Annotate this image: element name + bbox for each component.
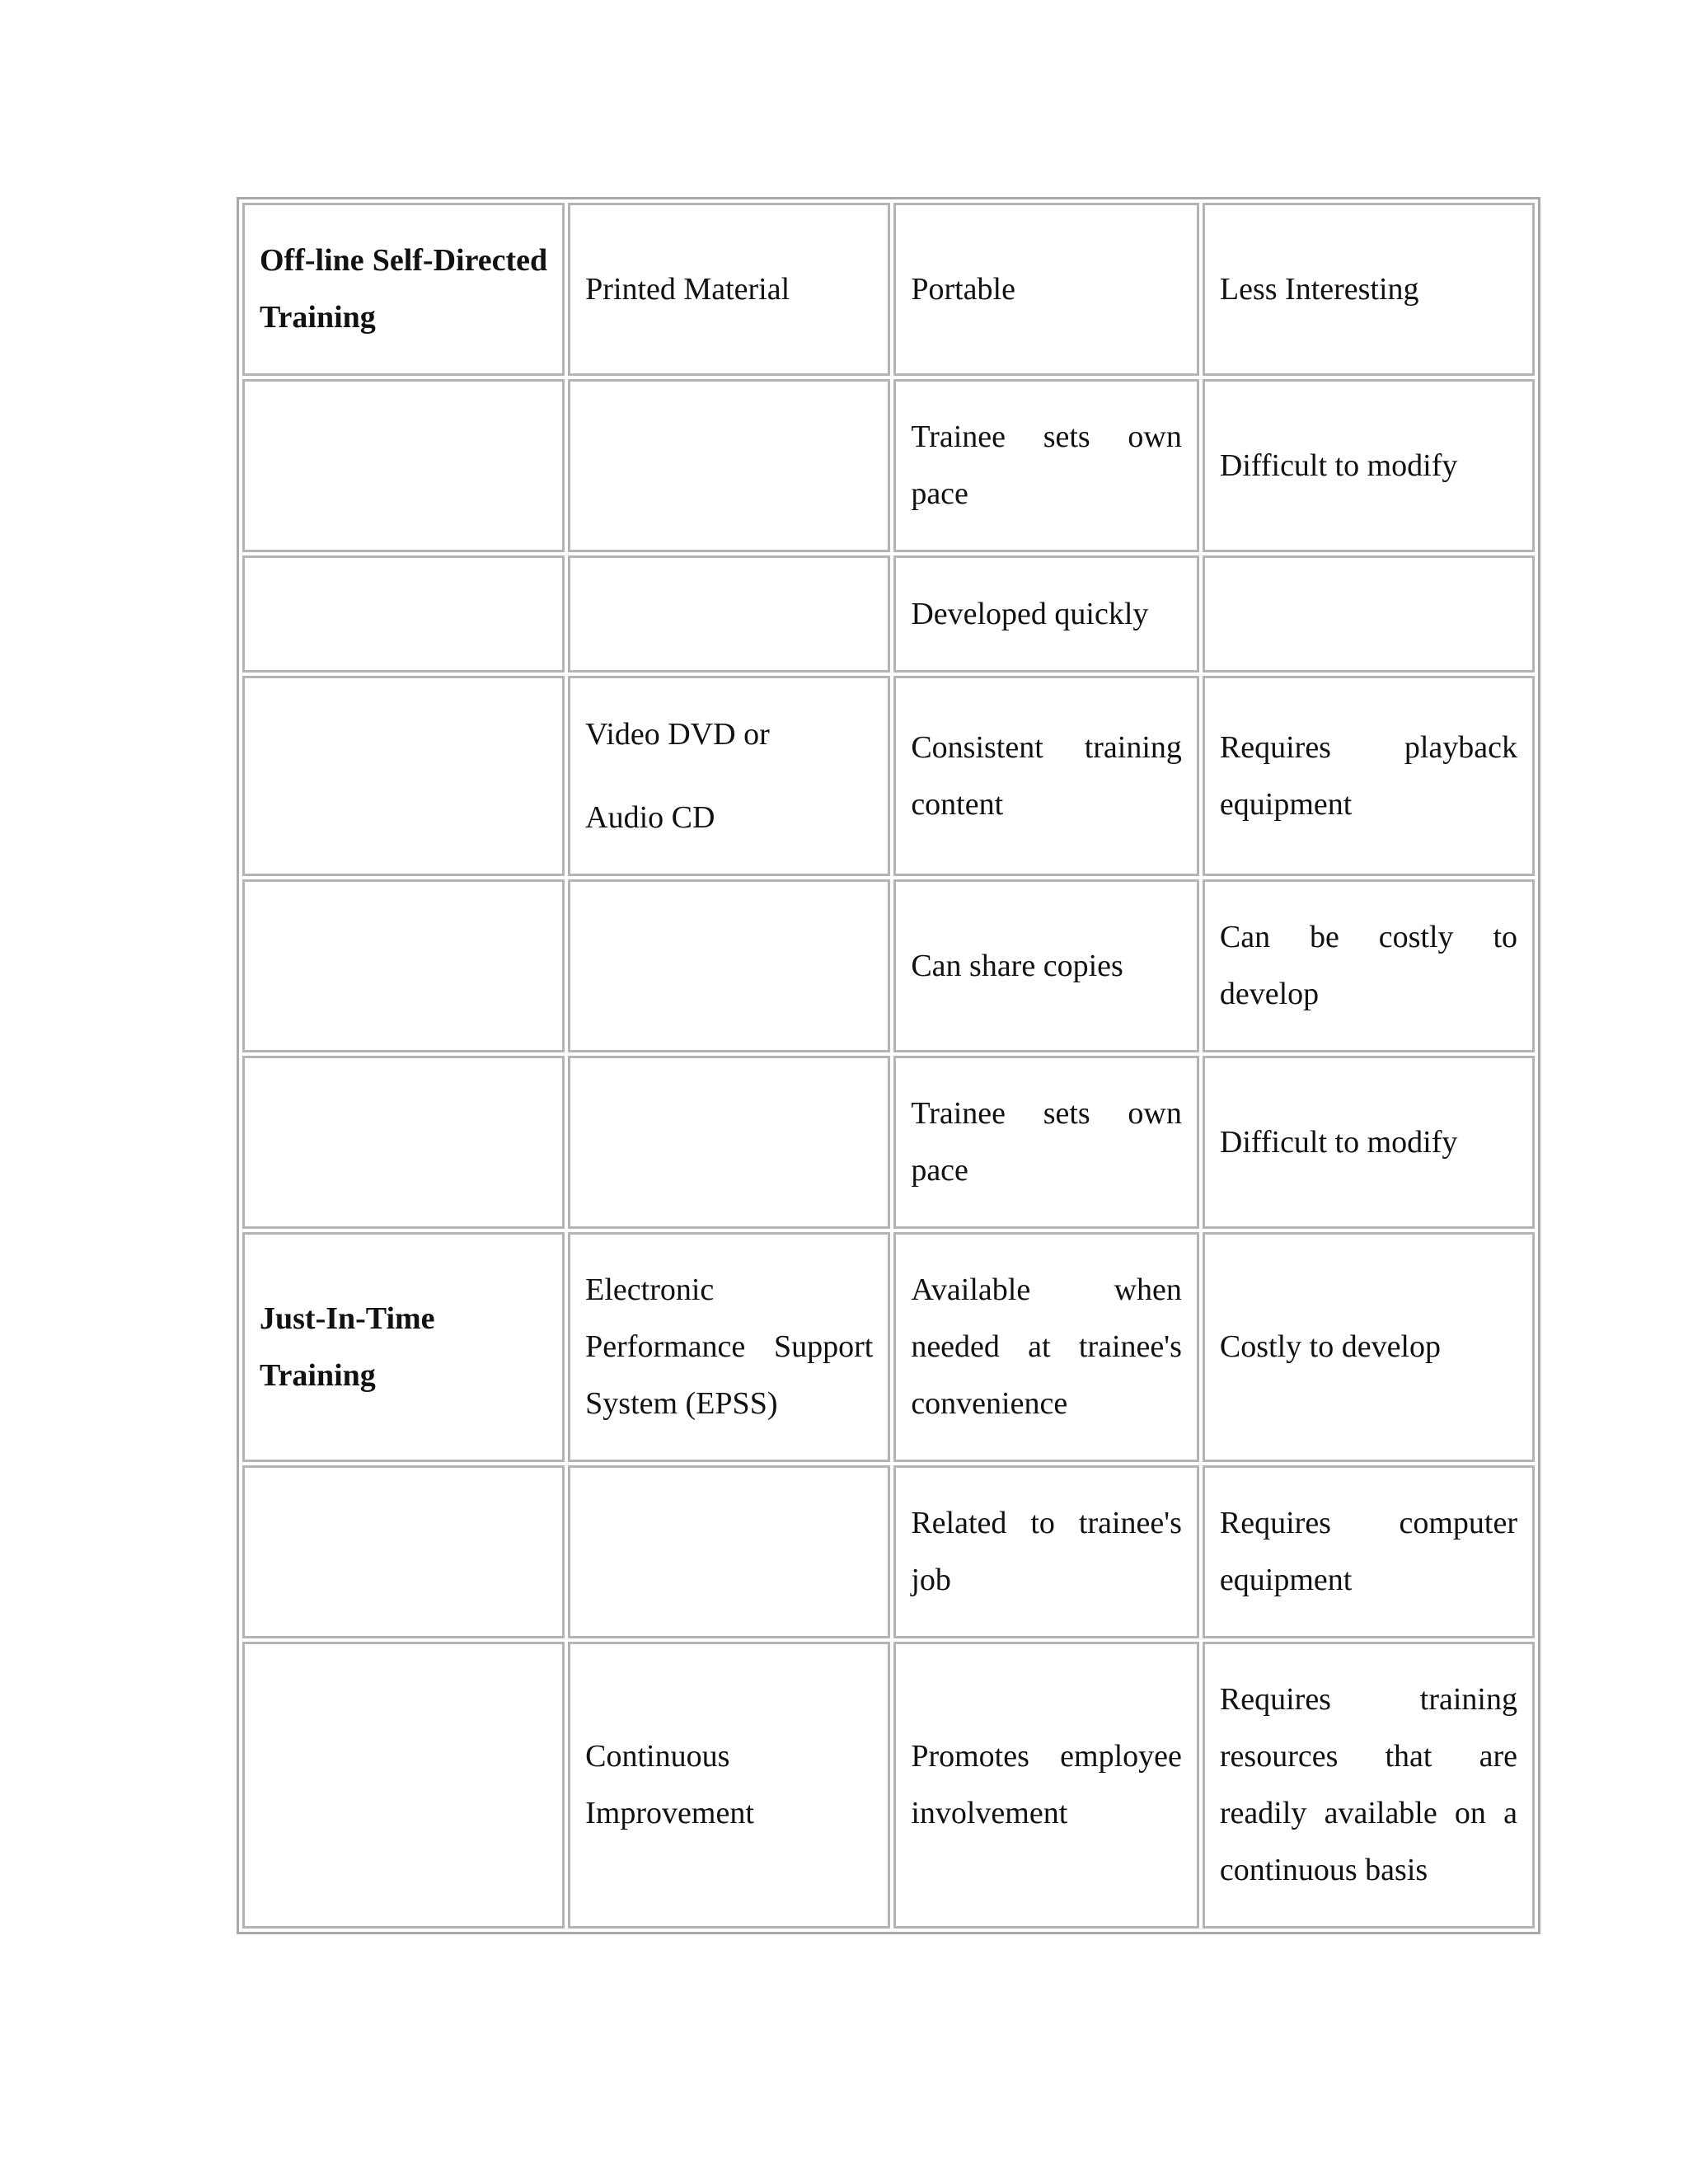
medium-cell xyxy=(568,1056,890,1229)
table-row xyxy=(242,555,1535,673)
method-cell: Off-line Self-Directed Training xyxy=(242,203,565,376)
table-row xyxy=(242,1642,1535,1929)
method-cell: Just-In-Time Training xyxy=(242,1232,565,1462)
method-cell xyxy=(242,1056,565,1229)
table-row xyxy=(242,676,1535,876)
advantage-cell: Developed quickly xyxy=(893,555,1199,673)
disadvantage-cell: Requires playback equipment xyxy=(1203,676,1535,876)
advantage-cell: Portable xyxy=(893,203,1199,376)
disadvantage-cell: Difficult to modify xyxy=(1203,379,1535,552)
disadvantage-cell: Less Interesting xyxy=(1203,203,1535,376)
table-row xyxy=(242,1232,1535,1462)
method-cell xyxy=(242,1465,565,1638)
medium-cell xyxy=(568,555,890,673)
method-cell xyxy=(242,379,565,552)
medium-line: Video DVD or xyxy=(585,716,770,752)
medium-cell xyxy=(568,1465,890,1638)
medium-cell: Electronic Performance Support System (EPSS) xyxy=(568,1232,890,1462)
method-cell xyxy=(242,676,565,876)
table-row xyxy=(242,379,1535,552)
training-methods-table xyxy=(237,197,1540,1934)
medium-cell: Printed Material xyxy=(568,203,890,376)
medium-cell: Continuous Improvement xyxy=(568,1642,890,1929)
method-cell xyxy=(242,1642,565,1929)
table-row xyxy=(242,1465,1535,1638)
disadvantage-cell xyxy=(1203,555,1535,673)
advantage-cell: Trainee sets own pace xyxy=(893,379,1199,552)
medium-cell xyxy=(568,379,890,552)
disadvantage-cell: Requires training resources that are readily available on a continuous basis xyxy=(1203,1642,1535,1929)
disadvantage-cell: Requires computer equipment xyxy=(1203,1465,1535,1638)
table-row xyxy=(242,1056,1535,1229)
method-cell xyxy=(242,555,565,673)
advantage-cell: Consistent training content xyxy=(893,676,1199,876)
disadvantage-cell: Difficult to modify xyxy=(1203,1056,1535,1229)
advantage-cell: Related to trainee's job xyxy=(893,1465,1199,1638)
advantage-cell: Available when needed at trainee's convenience xyxy=(893,1232,1199,1462)
advantage-cell: Can share copies xyxy=(893,879,1199,1052)
disadvantage-cell: Costly to develop xyxy=(1203,1232,1535,1462)
advantage-cell: Trainee sets own pace xyxy=(893,1056,1199,1229)
table-row xyxy=(242,203,1535,376)
medium-cell xyxy=(568,879,890,1052)
medium-line: Audio CD xyxy=(585,799,715,835)
advantage-cell: Promotes employee involvement xyxy=(893,1642,1199,1929)
method-cell xyxy=(242,879,565,1052)
medium-cell xyxy=(568,676,890,876)
disadvantage-cell: Can be costly to develop xyxy=(1203,879,1535,1052)
table-row xyxy=(242,879,1535,1052)
